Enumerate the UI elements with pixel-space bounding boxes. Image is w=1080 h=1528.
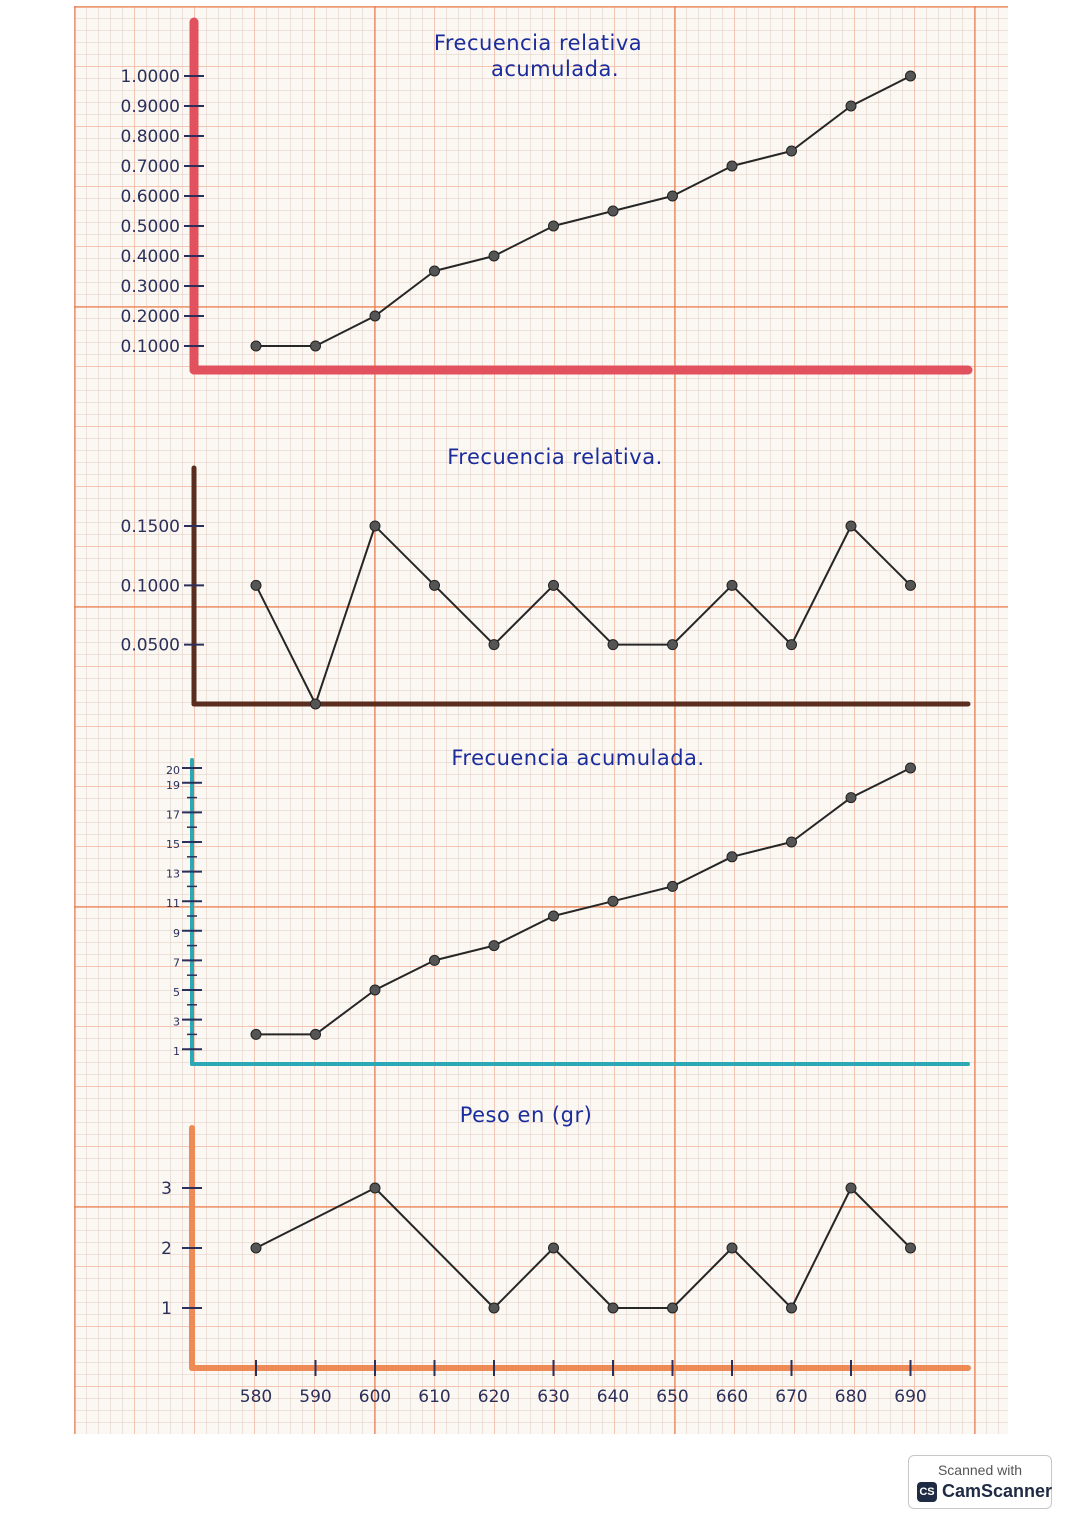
scanned-with-text: Scanned with bbox=[937, 1462, 1023, 1478]
chart1-y-tick-label: 0.2000 bbox=[120, 307, 180, 327]
chart3-series-line bbox=[256, 768, 911, 1034]
x-axis-tick-label: 610 bbox=[418, 1387, 451, 1407]
chart1-y-tick-label: 0.7000 bbox=[120, 157, 180, 177]
chart4-data-point bbox=[727, 1243, 737, 1253]
chart1-data-point bbox=[727, 161, 737, 171]
camscanner-badge bbox=[908, 1455, 1052, 1509]
chart2-y-tick-label: 0.0500 bbox=[120, 635, 180, 656]
chart1-y-tick-label: 0.3000 bbox=[120, 277, 180, 297]
chart4-title: Peso en (gr) bbox=[459, 1103, 593, 1127]
x-axis-tick-label: 640 bbox=[596, 1387, 630, 1407]
chart3-data-point bbox=[370, 985, 380, 995]
chart-marks-layer bbox=[121, 22, 968, 1407]
chart2-data-point bbox=[787, 640, 797, 650]
chart4-data-point bbox=[787, 1303, 797, 1313]
chart4-data-point bbox=[251, 1243, 261, 1253]
x-axis-tick-label: 650 bbox=[656, 1387, 689, 1407]
x-axis-tick-label: 680 bbox=[834, 1387, 868, 1407]
chart1-data-point bbox=[489, 251, 499, 261]
chart4-data-point bbox=[549, 1243, 559, 1253]
chart4-data-point bbox=[608, 1303, 618, 1313]
chart1-data-point bbox=[251, 341, 261, 351]
chart4-data-point bbox=[370, 1183, 380, 1193]
chart1-y-tick-label: 1.0000 bbox=[120, 67, 180, 87]
chart2-data-point bbox=[608, 640, 618, 650]
chart4-y-tick-label: 1 bbox=[161, 1299, 172, 1319]
chart4-data-point bbox=[668, 1303, 678, 1313]
chart1-y-tick-label: 0.8000 bbox=[120, 127, 180, 147]
chart3-y-tick-label: 19 bbox=[166, 778, 180, 792]
chart3-y-tick-label: 7 bbox=[173, 956, 180, 970]
chart3-data-point bbox=[489, 941, 499, 951]
chart1-data-point bbox=[430, 266, 440, 276]
x-axis-tick-label: 630 bbox=[537, 1387, 570, 1407]
chart3-y-tick-label: 13 bbox=[166, 867, 180, 881]
chart3-data-point bbox=[549, 911, 559, 921]
chart4-data-point bbox=[489, 1303, 499, 1313]
chart4-data-point bbox=[846, 1183, 856, 1193]
x-axis-tick-label: 600 bbox=[358, 1387, 392, 1407]
chart3-y-tick-label: 1 bbox=[173, 1045, 180, 1059]
x-axis-tick-label: 670 bbox=[775, 1387, 808, 1407]
chart3-data-point bbox=[906, 763, 916, 773]
x-axis-tick-label: 660 bbox=[715, 1387, 749, 1407]
x-axis-tick-label: 690 bbox=[894, 1387, 927, 1407]
x-axis-tick-label: 580 bbox=[239, 1387, 273, 1407]
chart1-data-point bbox=[846, 101, 856, 111]
chart3-data-point bbox=[251, 1029, 261, 1039]
chart3-y-tick-label: 5 bbox=[173, 986, 180, 999]
chart1-data-point bbox=[668, 191, 678, 201]
chart3-data-point bbox=[311, 1029, 321, 1039]
chart2-data-point bbox=[489, 640, 499, 650]
camscanner-logo-icon: CS bbox=[917, 1482, 937, 1502]
chart2-data-point bbox=[668, 640, 678, 650]
chart1-data-point bbox=[906, 71, 916, 81]
chart3-data-point bbox=[668, 881, 678, 891]
chart2-data-point bbox=[430, 580, 440, 590]
chart3-y-tick-label: 3 bbox=[173, 1015, 180, 1029]
chart2-data-point bbox=[906, 580, 916, 590]
chart1-data-point bbox=[549, 221, 559, 231]
chart2-y-tick-label: 0.1000 bbox=[120, 576, 180, 597]
chart1-y-tick-label: 0.4000 bbox=[120, 247, 180, 267]
chart3-y-tick-label: 17 bbox=[166, 808, 180, 822]
chart1-y-tick-label: 0.5000 bbox=[120, 217, 180, 237]
chart2-data-point bbox=[311, 699, 321, 709]
chart3-y-tick-label: 15 bbox=[166, 838, 180, 851]
chart1-title-line1: Frecuencia relativa bbox=[433, 31, 643, 55]
chart2-data-point bbox=[549, 580, 559, 590]
chart1-title-line2: acumulada. bbox=[490, 57, 620, 81]
chart2-title: Frecuencia relativa. bbox=[447, 445, 663, 469]
chart1-series-line bbox=[256, 76, 911, 346]
chart1-y-tick-label: 0.6000 bbox=[120, 187, 180, 207]
chart3-data-point bbox=[846, 793, 856, 803]
chart3-data-point bbox=[608, 896, 618, 906]
chart2-data-point bbox=[251, 580, 261, 590]
chart3-y-tick-label: 20 bbox=[166, 764, 180, 777]
chart1-data-point bbox=[608, 206, 618, 216]
chart1-data-point bbox=[787, 146, 797, 156]
chart1-y-tick-label: 0.9000 bbox=[120, 97, 180, 117]
chart1-data-point bbox=[311, 341, 321, 351]
chart4-data-point bbox=[906, 1243, 916, 1253]
chart2-data-point bbox=[846, 521, 856, 531]
chart3-title: Frecuencia acumulada. bbox=[451, 746, 705, 770]
chart1-data-point bbox=[370, 311, 380, 321]
chart3-data-point bbox=[787, 837, 797, 847]
chart4-y-tick-label: 2 bbox=[161, 1239, 172, 1259]
chart3-data-point bbox=[430, 955, 440, 965]
chart4-series-line bbox=[256, 1188, 911, 1308]
chart4-y-tick-label: 3 bbox=[161, 1179, 172, 1199]
chart2-y-tick-label: 0.1500 bbox=[120, 517, 180, 537]
chart3-y-tick-label: 11 bbox=[166, 897, 180, 911]
chart3-y-tick-label: 9 bbox=[173, 926, 180, 940]
chart1-y-tick-label: 0.1000 bbox=[120, 337, 180, 357]
chart3-data-point bbox=[727, 852, 737, 862]
chart2-series-line bbox=[256, 526, 911, 704]
chart2-data-point bbox=[370, 521, 380, 531]
x-axis-tick-label: 620 bbox=[477, 1387, 511, 1407]
camscanner-brand: CamScanner bbox=[942, 1481, 1053, 1501]
chart2-data-point bbox=[727, 580, 737, 590]
x-axis-tick-label: 590 bbox=[299, 1387, 332, 1407]
